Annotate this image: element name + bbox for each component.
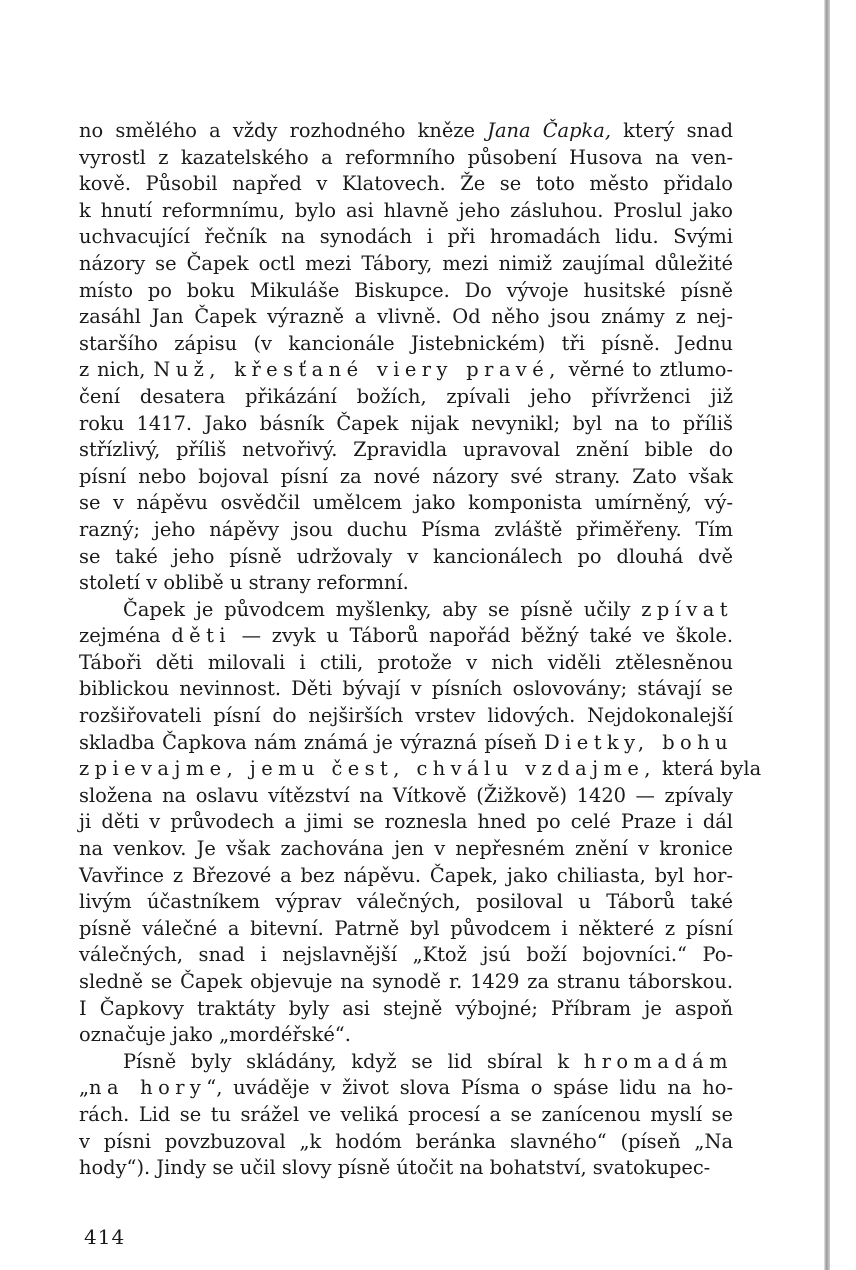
text-line: zpievajme, jemu čest, chválu vzdajme, která byla <box>79 757 762 781</box>
italic-name: Jana Čapka, <box>487 119 612 142</box>
text-line: složena na oslavu vítězství na Vítkově (Žižkově) 1420 — zpívaly <box>79 783 733 807</box>
spaced-title: hromadám <box>583 1049 733 1073</box>
spaced-title: Nuž, křesťané viery pravé, <box>153 358 561 382</box>
text-line: názory se Čapek octl mezi Tábory, mezi nimiž zaujímal důležité <box>79 251 733 275</box>
body-text <box>79 118 762 1182</box>
text-line: písně válečné a bitevní. Patrně byl původcem i některé z písní <box>79 916 733 940</box>
text-line: válečných, snad i nejslavnější „Ktož jsú boží bojovníci.“ Po- <box>79 943 733 967</box>
page-number: 414 <box>84 1225 126 1249</box>
text-line: v písni povzbuzoval „k hodóm beránka slavného“ (píseň „Na <box>79 1129 733 1153</box>
text-line: Vavřince z Březové a bez nápěvu. Čapek, jako chiliasta, byl hor- <box>79 863 733 887</box>
text-line: hody“). Jindy se učil slovy písně útočit na bohatství, svatokupec- <box>79 1156 711 1180</box>
text-line: skladba Čapkova nám známá je výrazná píseň Dietky, bohu <box>79 730 733 754</box>
spaced-title: na hory <box>89 1076 207 1100</box>
text-line: kově. Působil napřed v Klatovech. Že se toto město přidalo <box>79 172 733 196</box>
text-line: razný; jeho nápěvy jsou duchu Písma zvláště přiměřeny. Tím <box>79 517 733 541</box>
text-line: místo po boku Mikuláše Biskupce. Do vývoje husitské písně <box>79 278 733 302</box>
spaced-title: zpívat <box>641 597 733 621</box>
paragraph <box>79 597 762 1049</box>
text-line: vyrostl z kazatelského a reformního působení Husova na ven- <box>79 145 733 169</box>
text-line: Písně byly skládány, když se lid sbíral k hromadám <box>123 1049 733 1073</box>
text-line: ji děti v průvodech a jimi se roznesla hned po celé Praze i dál <box>79 810 733 834</box>
text-line: biblickou nevinnost. Děti bývají v písních oslovovány; stávají se <box>79 677 733 701</box>
text-line: I Čapkovy traktáty byly asi stejně výbojné; Příbram je aspoň <box>79 996 733 1020</box>
spaced-title: Dietky, bohu <box>544 730 733 754</box>
text-line: no smělého a vždy rozhodného kněze Jana Čapka, který snad <box>79 119 733 142</box>
text-line: uchvacující řečník na synodách i při hromadách lidu. Svými <box>79 225 733 249</box>
spaced-title: děti <box>171 624 231 648</box>
page-margin-right <box>830 0 856 1270</box>
spaced-title: zpievajme, jemu čest, chválu vzdajme, <box>79 757 656 781</box>
text-line: se také jeho písně udržovaly v kancionálech po dlouhá dvě <box>79 544 733 568</box>
text-line: sledně se Čapek objevuje na synodě r. 1429 za stranu táborskou. <box>79 970 733 993</box>
text-line: na venkov. Je však zachována jen v nepřesném znění v kronice <box>79 837 733 861</box>
paragraph <box>79 1049 733 1182</box>
paragraph <box>79 118 733 597</box>
text-line: století v oblibě u strany reformní. <box>79 571 409 595</box>
text-line: zejména děti — zvyk u Táborů napořád běžný také ve škole. <box>79 624 733 648</box>
text-line: zasáhl Jan Čapek výrazně a vlivně. Od něho jsou známy z nej- <box>79 305 733 329</box>
text-line: střízlivý, příliš netvořivý. Zpravidla upravoval znění bible do <box>79 438 733 462</box>
text-line: označuje jako „mordéřské“. <box>79 1023 351 1047</box>
text-line: se v nápěvu osvědčil umělcem jako komponista umírněný, vý- <box>79 491 733 515</box>
book-spine-shadow <box>824 0 830 1270</box>
text-line: rozšiřovateli písní do nejširších vrstev lidových. Nejdokonalejší <box>79 704 733 728</box>
text-line: „na hory“, uváděje v život slova Písma o spáse lidu na ho- <box>79 1076 734 1100</box>
text-line: čení desatera přikázání božích, zpívali jeho přívrženci již <box>79 384 733 408</box>
text-line: k hnutí reformnímu, bylo asi hlavně jeho zásluhou. Proslul jako <box>79 198 733 222</box>
text-line: Čapek je původcem myšlenky, aby se písně učily zpívat <box>123 597 733 621</box>
text-line: písní nebo bojoval písní za nové názory své strany. Zato však <box>79 464 733 488</box>
text-line: Táboři děti milovali i ctili, protože v nich viděli ztělesněnou <box>79 650 733 674</box>
text-line: z nich, Nuž, křesťané viery pravé, věrné to ztlumo- <box>79 358 733 382</box>
text-line: rách. Lid se tu srážel ve veliká procesí a se zanícenou myslí se <box>79 1102 733 1126</box>
text-line: staršího zápisu (v kancionále Jistebnickém) tři písně. Jednu <box>79 331 733 355</box>
text-line: livým účastníkem výprav válečných, posiloval u Táborů také <box>79 890 733 914</box>
text-line: roku 1417. Jako básník Čapek nijak nevynikl; byl na to příliš <box>79 411 733 435</box>
